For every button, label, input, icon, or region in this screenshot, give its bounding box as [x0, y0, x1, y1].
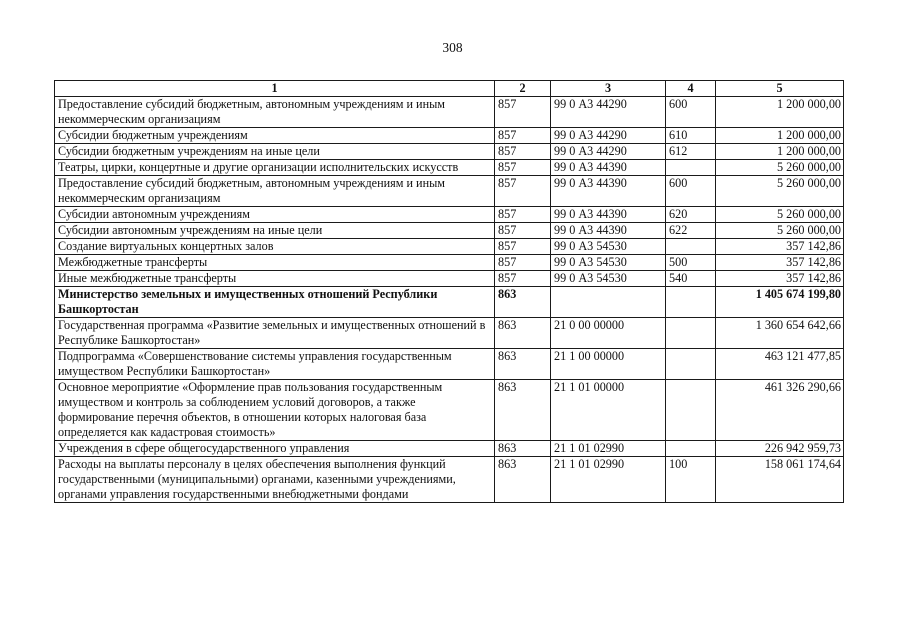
row-amount: 357 142,86	[716, 271, 844, 287]
row-expense-type: 610	[666, 128, 716, 144]
row-target-code: 99 0 А3 44390	[551, 207, 666, 223]
table-row	[55, 223, 844, 239]
table-row	[55, 160, 844, 176]
row-ministry-code: 857	[495, 255, 551, 271]
row-description: Расходы на выплаты персоналу в целях обеспечения выполнения функций государственными (муниципальными) органами, казенными учреждениями, органами управления государственными внебюджетными фондами	[55, 457, 495, 503]
row-target-code: 99 0 А3 44390	[551, 160, 666, 176]
row-expense-type	[666, 318, 716, 349]
row-expense-type: 100	[666, 457, 716, 503]
table-row	[55, 287, 844, 318]
table-row	[55, 176, 844, 207]
row-ministry-code: 863	[495, 349, 551, 380]
row-ministry-code: 857	[495, 207, 551, 223]
row-ministry-code: 857	[495, 97, 551, 128]
table-row	[55, 349, 844, 380]
row-target-code: 99 0 А3 44290	[551, 144, 666, 160]
row-expense-type: 612	[666, 144, 716, 160]
row-expense-type: 600	[666, 97, 716, 128]
header-row	[55, 81, 844, 97]
row-description: Субсидии автономным учреждениям	[55, 207, 495, 223]
row-amount: 463 121 477,85	[716, 349, 844, 380]
row-amount: 461 326 290,66	[716, 380, 844, 441]
table-row	[55, 97, 844, 128]
row-amount: 5 260 000,00	[716, 223, 844, 239]
row-amount: 1 360 654 642,66	[716, 318, 844, 349]
table-row	[55, 318, 844, 349]
row-description: Учреждения в сфере общегосударственного управления	[55, 441, 495, 457]
row-expense-type: 540	[666, 271, 716, 287]
table-row	[55, 255, 844, 271]
table-row	[55, 144, 844, 160]
row-ministry-code: 863	[495, 457, 551, 503]
row-amount: 226 942 959,73	[716, 441, 844, 457]
header-col-3: 3	[551, 81, 666, 97]
row-ministry-code: 857	[495, 271, 551, 287]
row-description: Предоставление субсидий бюджетным, автономным учреждениям и иным некоммерческим организациям	[55, 176, 495, 207]
row-amount: 5 260 000,00	[716, 207, 844, 223]
row-ministry-code: 857	[495, 239, 551, 255]
row-target-code: 99 0 А3 54530	[551, 255, 666, 271]
row-expense-type	[666, 160, 716, 176]
row-expense-type	[666, 287, 716, 318]
table-body	[55, 97, 844, 503]
row-ministry-code: 857	[495, 176, 551, 207]
row-target-code: 99 0 А3 44390	[551, 223, 666, 239]
row-target-code: 21 0 00 00000	[551, 318, 666, 349]
row-amount: 1 405 674 199,80	[716, 287, 844, 318]
row-expense-type: 600	[666, 176, 716, 207]
row-description: Театры, цирки, концертные и другие организации исполнительских искусств	[55, 160, 495, 176]
row-expense-type	[666, 441, 716, 457]
row-target-code: 21 1 01 02990	[551, 457, 666, 503]
table-row	[55, 207, 844, 223]
row-expense-type: 500	[666, 255, 716, 271]
row-expense-type	[666, 349, 716, 380]
row-amount: 357 142,86	[716, 255, 844, 271]
row-description: Межбюджетные трансферты	[55, 255, 495, 271]
budget-table	[54, 80, 844, 503]
row-ministry-code: 857	[495, 128, 551, 144]
row-description: Министерство земельных и имущественных отношений Республики Башкортостан	[55, 287, 495, 318]
row-ministry-code: 857	[495, 160, 551, 176]
row-amount: 1 200 000,00	[716, 128, 844, 144]
row-description: Государственная программа «Развитие земельных и имущественных отношений в Республике Башкортостан»	[55, 318, 495, 349]
row-ministry-code: 863	[495, 441, 551, 457]
row-amount: 158 061 174,64	[716, 457, 844, 503]
row-expense-type	[666, 239, 716, 255]
row-target-code: 21 1 01 02990	[551, 441, 666, 457]
table-row	[55, 271, 844, 287]
row-description: Субсидии автономным учреждениям на иные цели	[55, 223, 495, 239]
table-row	[55, 239, 844, 255]
row-description: Иные межбюджетные трансферты	[55, 271, 495, 287]
table-row	[55, 128, 844, 144]
row-target-code: 99 0 А3 54530	[551, 271, 666, 287]
row-description: Субсидии бюджетным учреждениям	[55, 128, 495, 144]
header-col-1: 1	[55, 81, 495, 97]
row-amount: 5 260 000,00	[716, 160, 844, 176]
table-row	[55, 380, 844, 441]
table-row	[55, 457, 844, 503]
row-amount: 1 200 000,00	[716, 97, 844, 128]
row-expense-type: 620	[666, 207, 716, 223]
row-amount: 1 200 000,00	[716, 144, 844, 160]
row-target-code: 21 1 00 00000	[551, 349, 666, 380]
row-target-code: 99 0 А3 44290	[551, 97, 666, 128]
row-ministry-code: 863	[495, 380, 551, 441]
row-description: Основное мероприятие «Оформление прав пользования государственным имуществом и контроль за соблюдением условий договоров, а также формирование перечня объектов, в отношении которых налоговая база определяется как кадастровая стоимость»	[55, 380, 495, 441]
row-target-code	[551, 287, 666, 318]
row-description: Предоставление субсидий бюджетным, автономным учреждениям и иным некоммерческим организациям	[55, 97, 495, 128]
page-number: 308	[442, 40, 463, 55]
row-target-code: 99 0 А3 44390	[551, 176, 666, 207]
row-expense-type	[666, 380, 716, 441]
row-target-code: 21 1 01 00000	[551, 380, 666, 441]
row-ministry-code: 857	[495, 144, 551, 160]
row-ministry-code: 863	[495, 287, 551, 318]
row-amount: 5 260 000,00	[716, 176, 844, 207]
header-col-4: 4	[666, 81, 716, 97]
header-col-2: 2	[495, 81, 551, 97]
table-row	[55, 441, 844, 457]
row-ministry-code: 863	[495, 318, 551, 349]
row-description: Подпрограмма «Совершенствование системы управления государственным имуществом Республики Башкортостан»	[55, 349, 495, 380]
row-expense-type: 622	[666, 223, 716, 239]
row-ministry-code: 857	[495, 223, 551, 239]
row-description: Субсидии бюджетным учреждениям на иные цели	[55, 144, 495, 160]
header-col-5: 5	[716, 81, 844, 97]
row-target-code: 99 0 А3 54530	[551, 239, 666, 255]
row-target-code: 99 0 А3 44290	[551, 128, 666, 144]
row-amount: 357 142,86	[716, 239, 844, 255]
row-description: Создание виртуальных концертных залов	[55, 239, 495, 255]
